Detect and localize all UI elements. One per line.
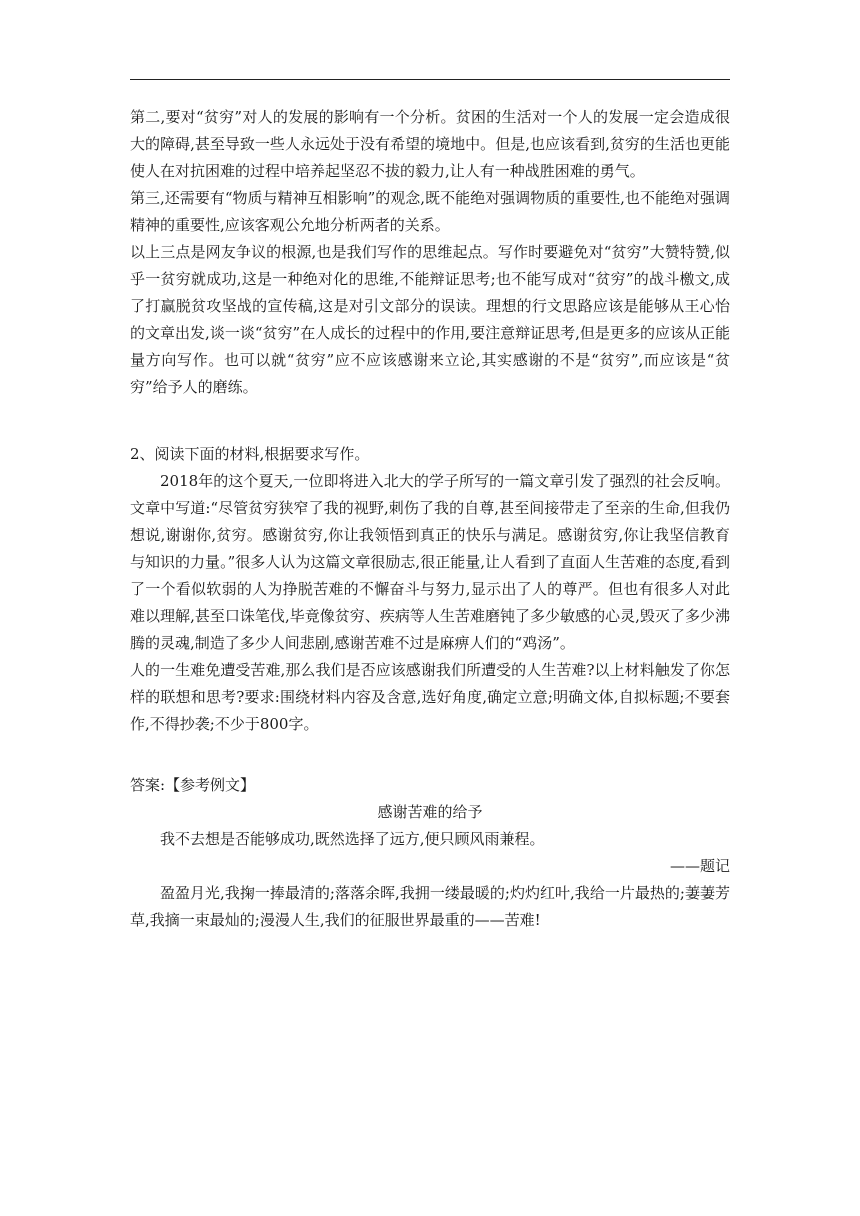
paragraph-third-point: 第三,还需要有“物质与精神互相影响”的观念,既不能绝对强调物质的重要性,也不能绝对强调精神的重要性,应该客观公允地分析两者的关系。	[130, 189, 730, 234]
document-body	[130, 104, 730, 934]
question-2-prompt: 人的一生难免遭受苦难,那么我们是否应该感谢我们所遭受的人生苦难?以上材料触发了你怎样的联想和思考?要求:围绕材料内容及含意,选好角度,确定立意;明确文体,自拟标题;不要套作,不得抄袭;不少于800字。	[130, 661, 730, 733]
answer-label: 答案:【参考例文】	[130, 776, 256, 794]
epigraph-attribution: ——题记	[669, 857, 730, 875]
essay-paragraph: 盈盈月光,我掬一捧最清的;落落余晖,我拥一缕最暖的;灼灼红叶,我给一片最热的;萋萋芳草,我摘一束最灿的;漫漫人生,我们的征服世界最重的——苦难!	[130, 884, 730, 929]
essay-title: 感谢苦难的给予	[377, 803, 483, 821]
paragraph-summary: 以上三点是网友争议的根源,也是我们写作的思维起点。写作时要避免对“贫穷”大赞特赞,似乎一贫穷就成功,这是一种绝对化的思维,不能辩证思考;也不能写成对“贫穷”的战斗檄文,成了打赢脱贫攻坚战的宣传稿,这是对引文部分的误读。理想的行文思路应该是能够从王心怡的文章出发,谈一谈“贫穷”在人成长的过程中的作用,要注意辩证思考,但是更多的应该从正能量方向写作。也可以就“贫穷”应不应该感谢来立论,其实感谢的不是“贫穷”,而应该是“贫穷”给予人的磨练。	[130, 243, 730, 396]
header-rule	[130, 79, 730, 80]
question-2-heading: 2、阅读下面的材料,根据要求写作。	[130, 445, 370, 463]
question-2-material: 2018年的这个夏天,一位即将进入北大的学子所写的一篇文章引发了强烈的社会反响。文章中写道:“尽管贫穷狭窄了我的视野,刺伤了我的自尊,甚至间接带走了至亲的生命,但我仍想说,谢谢你,贫穷。感谢贫穷,你让我领悟到真正的快乐与满足。感谢贫穷,你让我坚信教育与知识的力量。”很多人认为这篇文章很励志,很正能量,让人看到了直面人生苦难的态度,看到了一个看似软弱的人为挣脱苦难的不懈奋斗与努力,显示出了人的尊严。但也有很多人对此难以理解,甚至口诛笔伐,毕竟像贫穷、疾病等人生苦难磨钝了多少敏感的心灵,毁灭了多少沸腾的灵魂,制造了多少人间悲剧,感谢苦难不过是麻痹人们的“鸡汤”。	[130, 472, 730, 652]
paragraph-second-point: 第二,要对“贫穷”对人的发展的影响有一个分析。贫困的生活对一个人的发展一定会造成很大的障碍,甚至导致一些人永远处于没有希望的境地中。但是,也应该看到,贫穷的生活也更能使人在对抗困难的过程中培养起坚忍不拔的毅力,让人有一种战胜困难的勇气。	[130, 108, 730, 180]
essay-epigraph: 我不去想是否能够成功,既然选择了远方,便只顾风雨兼程。	[160, 830, 545, 848]
